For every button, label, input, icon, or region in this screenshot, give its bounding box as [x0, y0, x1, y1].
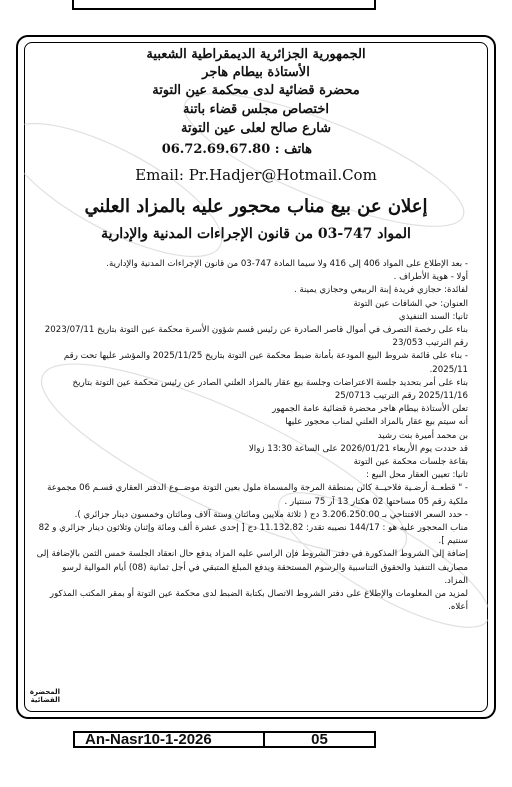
body-paragraph: ثانيا: تعيين العقار محل البيع : [365, 470, 468, 481]
body-paragraph: قد حددت يوم الأربعاء 2026/01/21 على الساعة 13:30 زوالا [248, 443, 468, 454]
body-paragraph: بن محمد أميرة بنت رشيد [377, 430, 468, 441]
notice-subtitle: المواد 747-03 من قانون الإجراءات المدنية والإدارية [101, 226, 411, 242]
header-phone [162, 142, 312, 157]
body-paragraph: - بعد الإطلاع على المواد 406 إلى 416 ولا سيما المادة 747-03 من قانون الإجراءات المدنية والإدارية. [106, 259, 468, 269]
footer-date: An-Nasr10-1-2026 [75, 733, 265, 746]
body-paragraph: بناء على رخصة التصرف في أموال قاصر الصادرة عن رئيس قسم شؤون الأسرة محكمة عين التوتة بتاريخ 2023/07/11 رقم الترتيب 23/053 [44, 325, 468, 349]
header-email: Email: Pr.Hadjer@Hotmail.Com [135, 166, 377, 184]
body-paragraph: ثانيا: السند التنفيذي [398, 311, 468, 322]
top-header-strip [72, 0, 376, 10]
phone-value: 06.72.69.67.80 [161, 142, 271, 157]
body-paragraph: - " قطعــة أرضـية فلاحيــة كائن بمنطقة المرجة والمسماة ملول بعين التوتة موضــوع الدفتر العقاري قسـم 06 مجموعة ملكية رقم 05 مساحتها 02 هكتار 13 آر 75 سنتيار . [47, 483, 468, 507]
signature-label: المحضرة القضائية [29, 688, 60, 704]
body-paragraph: تعلن الأستاذة بيطام هاجر محضرة قضائية عامة الجمهور [272, 404, 468, 415]
notice-body [36, 258, 468, 614]
body-paragraph: لمزيد من المعلومات والإطلاع على دفتر الشروط الاتصال بكتابة الضبط لدى محكمة عين التوتة أو بمقر المكتب المذكور أعلاه. [49, 589, 468, 613]
body-paragraph: أولا - هوية الأطراف . [393, 272, 468, 283]
phone-label: هاتف : [274, 142, 312, 157]
body-paragraph: العنوان: حي الشافات عين التوتة [353, 298, 468, 309]
body-paragraph: لفائدة: حجازي فريدة إبنة الربيعي وحجازي يمينة . [293, 285, 468, 296]
body-paragraph: إضافة إلى الشروط المذكورة في دفتر الشروط فإن الراسي عليه المزاد يدفع حال انعقاد الجلسة خمس الثمن بالإضافة إلى مصاريف التنفيذ والحقوق التناسبية والرسوم المستحقة ويدفع المبلغ المتبقي في أجل ثمانية (08) أيام الموالية لرسو المزاد. [36, 549, 468, 586]
body-paragraph: بقاعة جلسات محكمة عين التوتة [353, 457, 468, 468]
body-paragraph: أنه سيتم بيع عقار بالمزاد العلني لمناب محجور عليها [285, 417, 468, 428]
header-office: محضرة قضائية لدى محكمة عين التوتة [152, 83, 360, 98]
header-jurisdiction: اختصاص مجلس قضاء باتنة [183, 102, 329, 117]
header-address: شارع صالح لعلى عين التوتة [180, 121, 332, 136]
body-paragraph: - حدد السعر الافتتاحي بـ 3.206.250.00 دج ( ثلاثة ملايين ومائتان وستة آلاف ومائتان وخمسون دينار جزائري ). [74, 509, 468, 520]
footer-bar [73, 731, 376, 748]
body-paragraph: مناب المحجور عليه هو : 144/17 نصيبه تقدر: 11.132.82 دج [ إحدى عشرة ألف ومائة وإثنان وثلاثون دينار جزائري و 82 سنتيم ]. [38, 523, 468, 547]
notice-title: إعلان عن بيع مناب محجور عليه بالمزاد العلني [84, 196, 428, 217]
header-republic: الجمهورية الجزائرية الديمقراطية الشعبية [146, 47, 366, 62]
body-paragraph: - بناء على قائمة شروط البيع المودعة بأمانة ضبط محكمة عين التوتة بتاريخ 2025/11/25 والمؤشر عليها تحت رقم 2025/11. [63, 351, 468, 375]
body-paragraph: بناء على أمر بتحديد جلسة الاعتراضات وجلسة بيع عقار بالمزاد العلني الصادر عن رئيس محكمة عين التوتة بتاريخ 2025/11/16 رقم الترتيب 25/0713 [72, 377, 468, 402]
page-number: 05 [311, 731, 328, 748]
header-lawyer-name: الأستاذة بيطام هاجر [202, 65, 310, 80]
